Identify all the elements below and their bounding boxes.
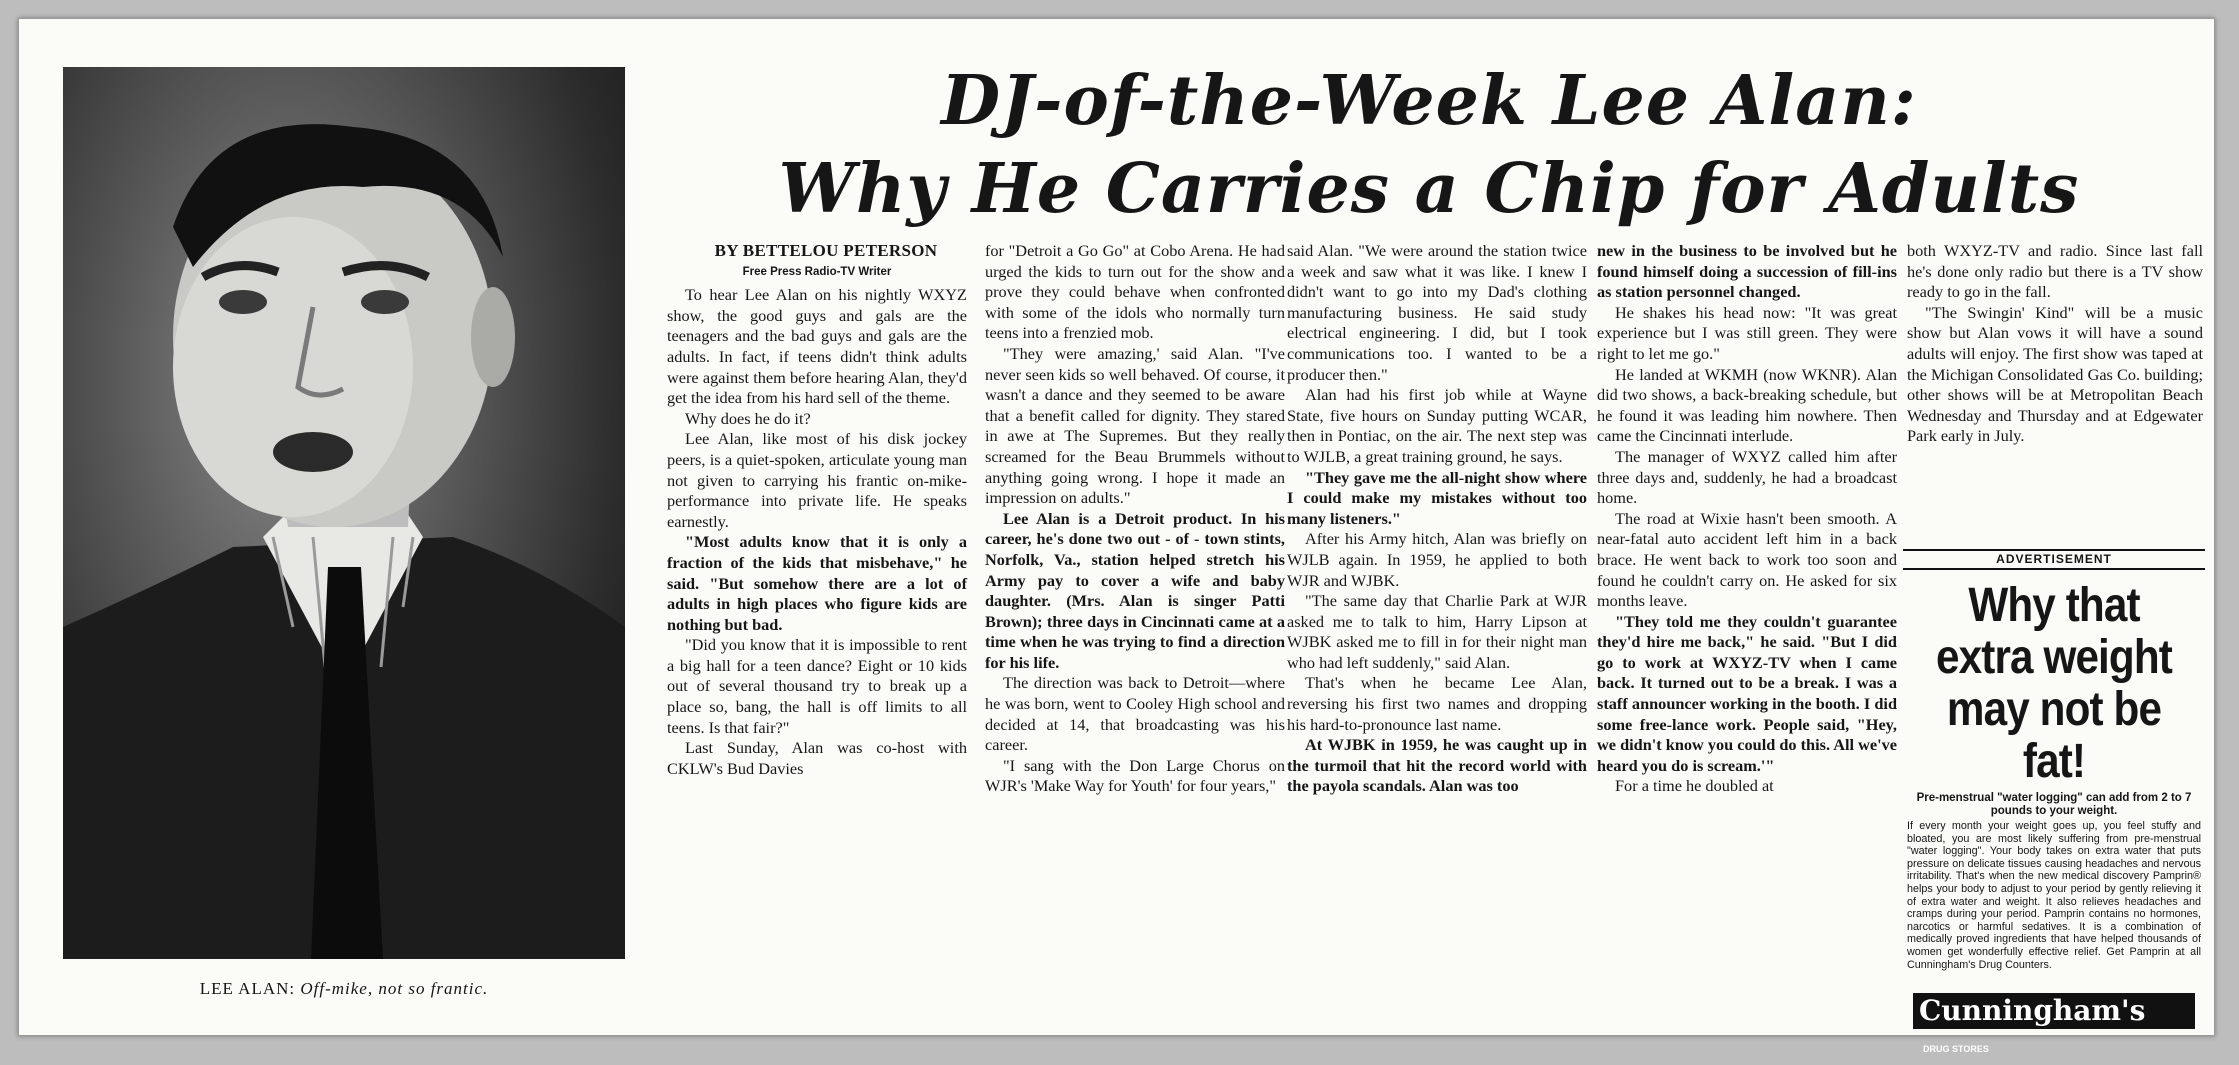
advertisement bbox=[1903, 549, 2205, 1054]
portrait-photo bbox=[63, 67, 625, 959]
paragraph: The direction was back to Detroit—where he was born, went to Cooley High school and decided at 14, that broadcasting was his career. bbox=[985, 673, 1285, 755]
paragraph: Last Sunday, Alan was co-host with CKLW's Bud Davies bbox=[667, 738, 967, 778]
paragraph: "The Swingin' Kind" will be a music show but Alan vows it will have a sound adults will enjoy. The first show was taped at the Michigan Consolidated Gas Co. building; other shows will be at Metropolitan Beach Wednesday and Thursday and at Edgewater Park early in July. bbox=[1907, 302, 2203, 446]
ad-logo-text: Cunningham's bbox=[1919, 994, 2146, 1027]
paragraph: for "Detroit a Go Go" at Cobo Arena. He had urged the kids to turn out for the show and prove they could behave when confronted with some of the idols who normally turn teens into a frenzied mob. bbox=[985, 241, 1285, 343]
paragraph: That's when he became Lee Alan, reversing his first two names and dropping his hard-to-pronounce last name. bbox=[1287, 673, 1587, 734]
paragraph: Lee Alan, like most of his disk jockey peers, is a quiet-spoken, articulate young man not given to carrying his frantic on-mike-performance into private life. He speaks earnestly. bbox=[667, 429, 967, 531]
paragraph: Lee Alan is a Detroit product. In his career, he's done two out - of - town stints, Norfolk, Va., station helped stretch his Army pay to cover a wife and baby daughter. (Mrs. Alan is singer Patti Brown); three days in Cincinnati came at a time when he was trying to find a direction for his life. bbox=[985, 508, 1285, 672]
paragraph: "They told me they couldn't guarantee they'd hire me back," he said. "But I did go to work at WXYZ-TV when I came back. It turned out to be a break. I was a staff announcer working in the booth. I did some free-lance work. People said, "Hey, we didn't know you could do this. All we've heard you do is scream.'" bbox=[1597, 611, 1897, 775]
article-column-2 bbox=[985, 241, 1285, 1041]
headline-line-2: Why He Carries a Chip for Adults bbox=[778, 149, 2080, 229]
article-column-1 bbox=[667, 241, 967, 1041]
paragraph: new in the business to be involved but he found himself doing a succession of fill-ins as station personnel changed. bbox=[1597, 241, 1897, 302]
paragraph: Why does he do it? bbox=[685, 408, 811, 428]
ad-logo-small: DRUG STORES bbox=[1923, 1043, 1989, 1054]
headline bbox=[659, 57, 2199, 233]
paragraph: The manager of WXYZ called him after three days and, suddenly, he had a broadcast home. bbox=[1597, 446, 1897, 508]
paragraph: For a time he doubled at bbox=[1615, 776, 1774, 796]
portrait-illustration bbox=[63, 67, 625, 959]
byline-author: BY BETTELOU PETERSON bbox=[714, 241, 938, 260]
paragraph: "They gave me the all-night show where I could make my mistakes without too many listeners." bbox=[1287, 467, 1587, 528]
photo-caption bbox=[63, 979, 625, 999]
paragraph: said Alan. "We were around the station twice a week and saw what it was like. I knew I didn't want to go into my Dad's clothing manufacturing business. He said study electrical engineering. I did, but I took communications too. I wanted to be a producer then." bbox=[1287, 241, 1587, 384]
ad-headline-line-3: may not be fat! bbox=[1946, 683, 2162, 788]
newspaper-clipping bbox=[18, 18, 2215, 1054]
paragraph: "I sang with the Don Large Chorus on WJR's 'Make Way for Youth' for four years," bbox=[985, 755, 1285, 796]
paragraph: "Did you know that it is impossible to rent a big hall for a teen dance? Eight or 10 kids out of several thousand try to break up a place so, bang, the hall is off limits to all teens. Is that fair?" bbox=[667, 635, 967, 737]
paragraph: To hear Lee Alan on his nightly WXYZ show, the good guys and gals are the teenagers and the bad guys and gals are the adults. In fact, if teens didn't think adults were against them before hearing Alan, they'd get the idea from his hard sell of the theme. bbox=[667, 285, 967, 408]
paragraph: Alan had his first job while at Wayne State, five hours on Sunday putting WCAR, then in Pontiac, on the air. The next step was to WJLB, a great training ground, he says. bbox=[1287, 385, 1587, 466]
paragraph: He landed at WKMH (now WKNR). Alan did two shows, a back-breaking schedule, but he found it was leading him nowhere. Then came the Cincinnati interlude. bbox=[1597, 364, 1897, 446]
paragraph: He shakes his head now: "It was great experience but I was still green. They were right to let me go." bbox=[1597, 302, 1897, 363]
paragraph: The road at Wixie hasn't been smooth. A near-fatal auto accident left him in a back brace. He went back to work too soon and found he couldn't carry on. He asked for six months leave. bbox=[1597, 508, 1897, 611]
caption-text: Off-mike, not so frantic. bbox=[300, 979, 489, 998]
byline-title: Free Press Radio-TV Writer bbox=[742, 265, 892, 278]
paragraph: "Most adults know that it is only a fraction of the kids that misbehave," he said. "But somehow there are a lot of adults in high places who figure kids are nothing but bad. bbox=[667, 532, 967, 634]
ad-headline bbox=[1921, 580, 2187, 788]
ad-body: If every month your weight goes up, you feel stuffy and bloated, you are most likely suffering from pre-menstrual "water logging". Your body takes on extra water that puts pressure on delicate tissues causing headaches and nervous irritability. That's when the new medical discovery Pamprin® helps your body to adjust to your period by gently relieving it of extra water and weight. It also relieves headaches and cramps during your period. Pamprin contains no hormones, narcotics or harmful sedatives. It is a combination of medically proved ingredients that have helped thousands of women get wonderfully effective relief. Get Pamprin at all Cunningham's Drug Counters. bbox=[1907, 820, 2201, 971]
headline-line-1: DJ-of-the-Week Lee Alan: bbox=[941, 61, 1917, 141]
paragraph: At WJBK in 1959, he was caught up in the turmoil that hit the record world with the payola scandals. Alan was too bbox=[1287, 735, 1587, 796]
ad-label: ADVERTISEMENT bbox=[1903, 551, 2205, 570]
caption-name: LEE ALAN: bbox=[199, 979, 296, 998]
paragraph: "The same day that Charlie Park at WJR asked me to talk to him, Harry Lipson at WJBK asked me to fill in for their night man who had left suddenly," said Alan. bbox=[1287, 591, 1587, 672]
paragraph: both WXYZ-TV and radio. Since last fall he's done only radio but there is a TV show ready to go in the fall. bbox=[1907, 241, 2203, 302]
paragraph: "They were amazing,' said Alan. "I've never seen kids so well behaved. Of course, it wasn't a dance and they seemed to be aware that a benefit called for dignity. They stared in awe at The Supremes. But they really screamed for the Beau Brummels without anything going wrong. I hope it made an impression on adults." bbox=[985, 343, 1285, 508]
ad-store-logo bbox=[1913, 993, 2195, 1054]
article-column-4 bbox=[1597, 241, 1897, 1041]
article-column-5 bbox=[1907, 241, 2203, 541]
ad-headline-line-1: Why that bbox=[1968, 579, 2140, 632]
article-column-3 bbox=[1287, 241, 1587, 1041]
ad-subhead: Pre-menstrual "water logging" can add from 2 to 7 pounds to your weight. bbox=[1916, 792, 2192, 817]
ad-headline-line-2: extra weight bbox=[1936, 631, 2172, 684]
paragraph: After his Army hitch, Alan was briefly on WJLB again. In 1959, he applied to both WJR and WJBK. bbox=[1287, 529, 1587, 590]
